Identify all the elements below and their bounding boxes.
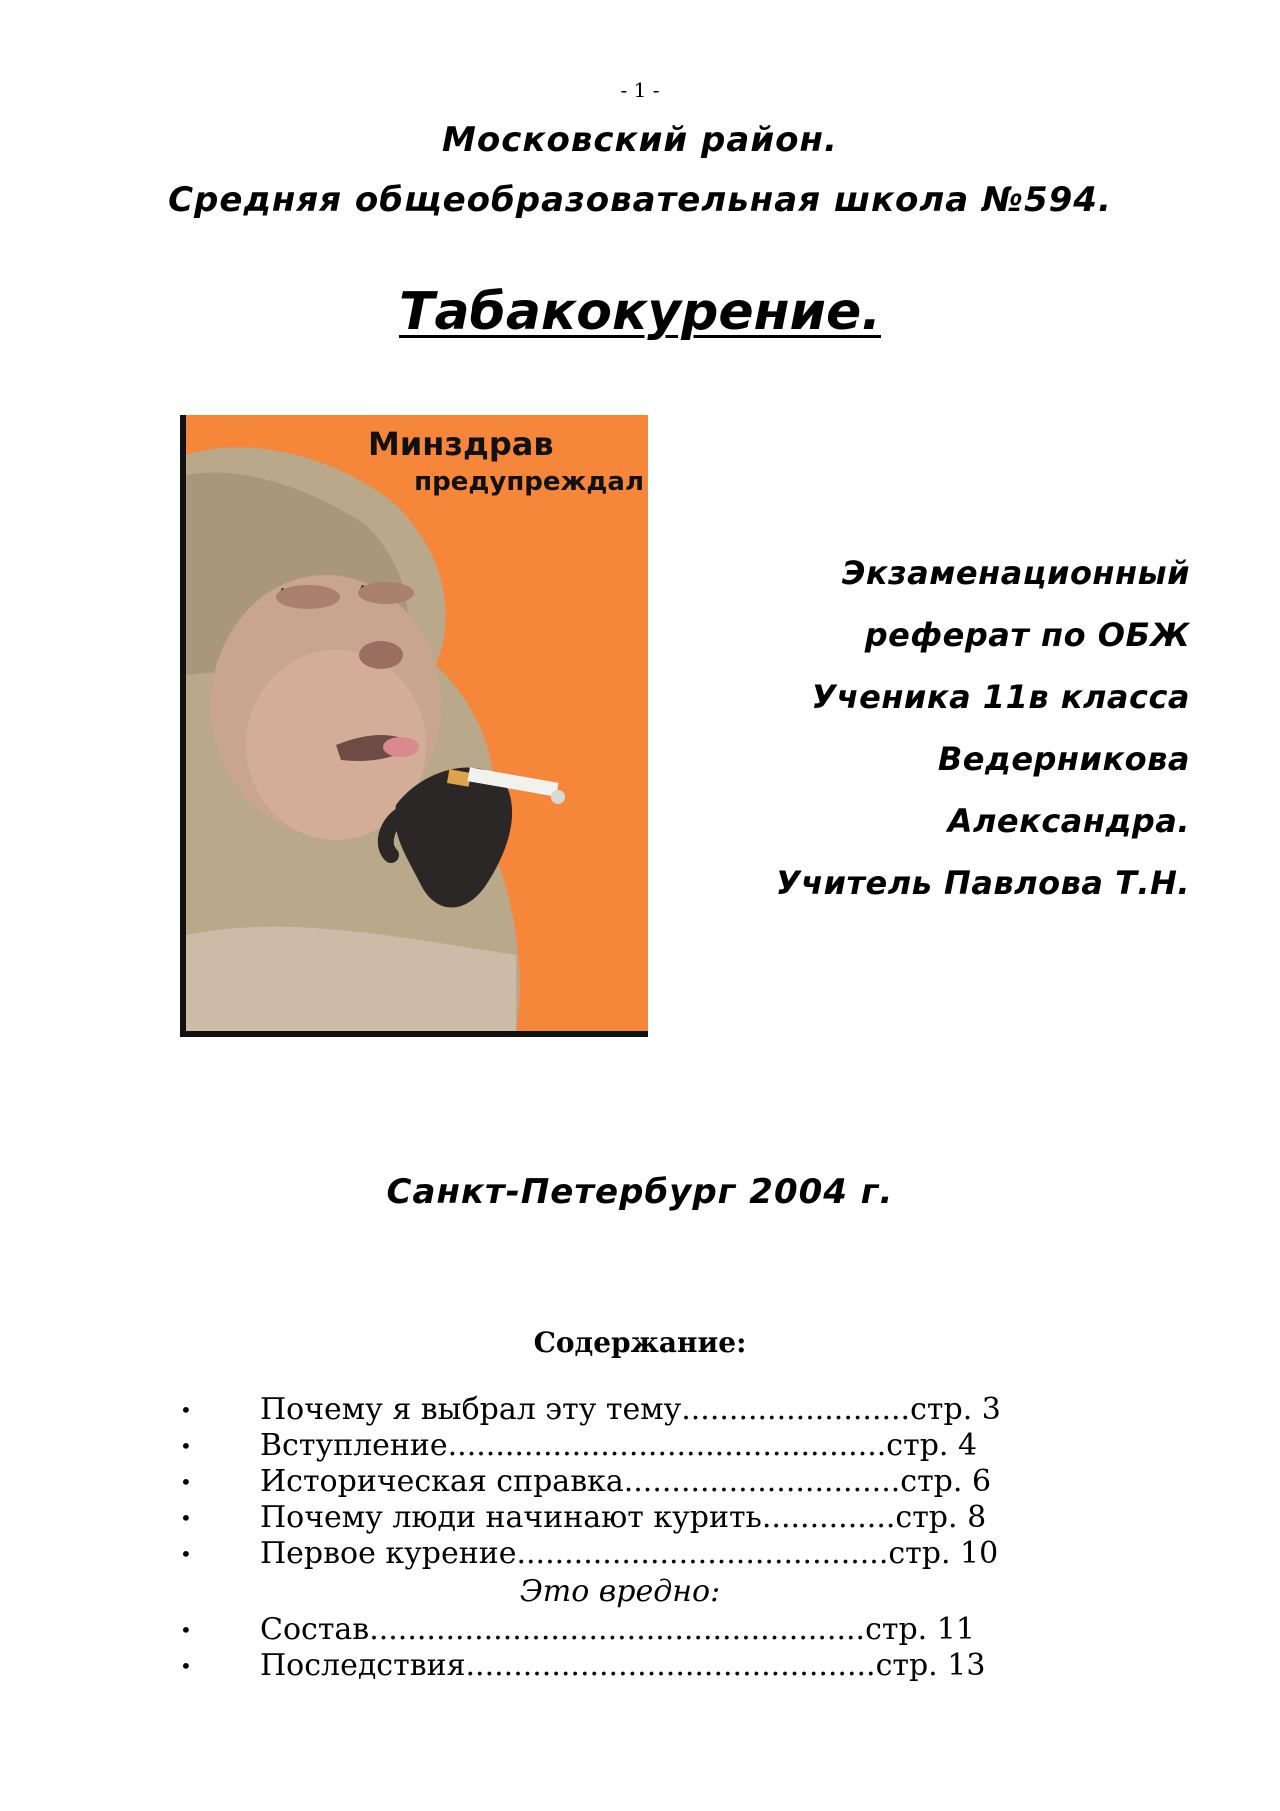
bullet-icon: • [180, 1398, 192, 1422]
info-line: Ведерникова [937, 740, 1190, 778]
toc-entry: Почему я выбрал эту тему........................стр. 3 [260, 1392, 1001, 1427]
info-line: Учитель Павлова Т.Н. [775, 864, 1190, 902]
toc-subheading: Это вредно: [519, 1574, 721, 1609]
info-line: Ученика 11в класса [811, 678, 1190, 716]
toc-item [0, 1392, 1280, 1428]
school-heading: Средняя общеобразовательная школа №594. [168, 180, 1112, 220]
toc-item [0, 1612, 1280, 1648]
info-line: реферат по ОБЖ [864, 616, 1190, 654]
district-heading: Московский район. [442, 120, 838, 160]
toc-heading: Содержание: [533, 1326, 747, 1359]
page-number: - 1 - [620, 78, 660, 102]
info-line: Экзаменационный [841, 554, 1190, 592]
toc-item [0, 1500, 1280, 1536]
toc-item [0, 1464, 1280, 1500]
toc-entry: Первое курение.......................................стр. 10 [260, 1536, 999, 1571]
poster-text-line2: предупреждал [414, 467, 644, 497]
toc-entry: Вступление..............................................стр. 4 [260, 1428, 978, 1463]
toc-entry: Историческая справка.............................стр. 6 [260, 1464, 992, 1499]
toc-entry: Последствия...........................................стр. 13 [260, 1648, 986, 1683]
info-line: Александра. [947, 802, 1190, 840]
toc-entry: Почему люди начинают курить..............стр. 8 [260, 1500, 987, 1535]
smoking-monkey-illustration [186, 415, 648, 1031]
toc-item [0, 1536, 1280, 1572]
bullet-icon: • [180, 1618, 192, 1642]
bullet-icon: • [180, 1542, 192, 1566]
table-of-contents [0, 1392, 1280, 1684]
bullet-icon: • [180, 1434, 192, 1458]
author-info [630, 542, 1190, 914]
bullet-icon: • [180, 1470, 192, 1494]
poster-text-line1: Минздрав [368, 425, 554, 463]
toc-item [0, 1648, 1280, 1684]
toc-item [0, 1428, 1280, 1464]
document-title: Табакокурение. [398, 282, 882, 342]
city-year: Санкт-Петербург 2004 г. [386, 1172, 894, 1212]
toc-entry: Состав....................................................стр. 11 [260, 1612, 975, 1647]
anti-smoking-poster [180, 415, 648, 1037]
bullet-icon: • [180, 1506, 192, 1530]
bullet-icon: • [180, 1654, 192, 1678]
